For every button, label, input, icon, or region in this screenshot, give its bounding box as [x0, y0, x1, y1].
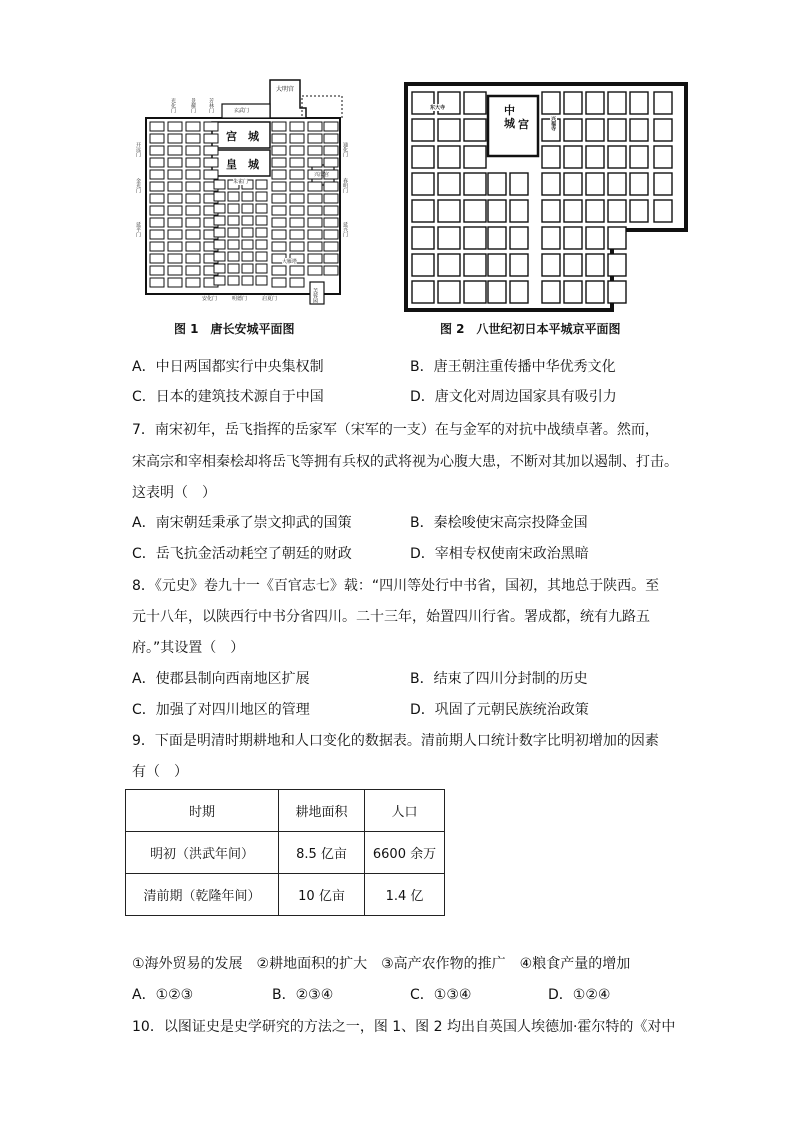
city-block [256, 240, 267, 249]
city-block [290, 206, 304, 215]
city-block [272, 194, 286, 203]
city-block [564, 146, 582, 168]
city-block [186, 146, 200, 155]
changan-city-map [130, 70, 352, 310]
city-block [608, 200, 626, 222]
q9-data-table [125, 789, 445, 916]
city-block [272, 158, 286, 167]
city-block [186, 122, 200, 131]
city-block [608, 254, 626, 276]
city-block [290, 278, 304, 287]
city-block [272, 206, 286, 215]
city-block [586, 119, 604, 141]
table-header-cell: 人口 [365, 790, 445, 832]
city-block [242, 264, 253, 273]
city-block [186, 170, 200, 179]
city-block [308, 182, 322, 191]
city-block [324, 194, 338, 203]
city-block [290, 194, 304, 203]
fig1-label-yanpingmen: 延平门 [135, 222, 141, 237]
table-cell: 1.4 亿 [365, 874, 445, 916]
q6-option-d: D．唐文化对周边国家具有吸引力 [410, 389, 617, 405]
city-block [464, 227, 486, 249]
city-block [168, 182, 182, 191]
city-block [242, 228, 253, 237]
q7-option-b: B．秦桧唆使宋高宗投降金国 [410, 515, 588, 531]
heijokyo-map [404, 82, 688, 312]
city-block [168, 266, 182, 275]
city-block [214, 192, 225, 201]
city-block [630, 146, 648, 168]
city-block [168, 146, 182, 155]
q9-option-c: C．①③④ [410, 987, 472, 1003]
city-block [324, 218, 338, 227]
city-block [510, 173, 528, 195]
city-block [290, 134, 304, 143]
table-row [126, 874, 445, 916]
city-block [290, 218, 304, 227]
city-block [272, 122, 286, 131]
city-block [228, 204, 239, 213]
city-block [438, 281, 460, 303]
city-block [412, 254, 434, 276]
city-block [654, 146, 672, 168]
city-block [608, 281, 626, 303]
city-block [168, 158, 182, 167]
city-block [228, 192, 239, 201]
q7-stem-line3: 这表明（ ） [132, 485, 216, 501]
city-block [256, 264, 267, 273]
city-block [412, 119, 434, 141]
fig1-label-guanghuamen: 光化门 [170, 98, 176, 113]
q9-option-d: D．①②④ [548, 987, 611, 1003]
city-block [168, 206, 182, 215]
city-block [214, 180, 225, 189]
q7-option-c: C．岳飞抗金活动耗空了朝廷的财政 [132, 546, 352, 562]
city-block [150, 158, 164, 167]
city-block [214, 276, 225, 285]
q8-stem-line1: 8．《元史》卷九十一《百官志七》载：“四川等处行中书省，国初，其地总于陕西。至 [132, 578, 660, 594]
q6-option-c: C．日本的建筑技术源自于中国 [132, 389, 324, 405]
city-block [488, 200, 506, 222]
city-block [228, 240, 239, 249]
fig1-label-xuanwumen: 玄武门 [234, 108, 250, 114]
city-block [290, 182, 304, 191]
city-block [272, 218, 286, 227]
city-block [256, 204, 267, 213]
fig1-label-fanglinmen: 芳林门 [208, 98, 214, 113]
q9-items: ①海外贸易的发展 ②耕地面积的扩大 ③高产农作物的推广 ④粮食产量的增加 [132, 956, 631, 972]
fig2-label-small1: 东大寺 [430, 105, 446, 111]
city-block [464, 92, 486, 114]
city-block [586, 200, 604, 222]
q9-stem-line1: 9．下面是明清时期耕地和人口变化的数据表。清前期人口统计数字比明初增加的因素 [132, 733, 659, 749]
city-block [150, 278, 164, 287]
fig1-label-furongyuan: 芙蓉园 [312, 288, 318, 303]
city-block [214, 228, 225, 237]
city-block [186, 218, 200, 227]
q8-option-c: C．加强了对四川地区的管理 [132, 702, 310, 718]
city-block [256, 252, 267, 261]
city-block [510, 200, 528, 222]
city-block [608, 173, 626, 195]
fig1-label-kaiyuanmen: 开远门 [135, 142, 141, 157]
city-block [308, 266, 322, 275]
q9-stem-line2: 有（ ） [132, 764, 188, 780]
city-block [324, 266, 338, 275]
city-block [168, 230, 182, 239]
fig1-label-jingyaomen: 景耀门 [190, 98, 196, 113]
city-block [150, 194, 164, 203]
city-block [438, 119, 460, 141]
city-block [464, 254, 486, 276]
fig1-label-chunmingmen: 春明门 [342, 178, 348, 193]
city-block [168, 170, 182, 179]
city-block [242, 204, 253, 213]
city-block [564, 173, 582, 195]
q7-stem-line1: 7．南宋初年，岳飞指挥的岳家军（宋军的一支）在与金军的对抗中战绩卓著。然而， [132, 422, 659, 438]
q9-option-b: B．②③④ [272, 987, 334, 1003]
city-block [586, 92, 604, 114]
fig1-label-xingqinggong: 兴庆宫 [314, 172, 330, 178]
city-block [242, 276, 253, 285]
city-block [630, 119, 648, 141]
city-block [228, 276, 239, 285]
city-block [630, 92, 648, 114]
fig1-label-anhuamen: 安化门 [202, 296, 218, 302]
city-block [186, 206, 200, 215]
city-block [586, 254, 604, 276]
city-block [186, 182, 200, 191]
table-cell: 8.5 亿亩 [279, 832, 365, 874]
city-block [542, 173, 560, 195]
city-block [186, 242, 200, 251]
fig1-label-tonghuamen: 通化门 [342, 142, 348, 157]
city-block [438, 254, 460, 276]
city-block [324, 230, 338, 239]
fig1-label-huangcheng: 皇 城 [226, 158, 259, 171]
city-block [186, 266, 200, 275]
city-block [542, 146, 560, 168]
city-block [510, 281, 528, 303]
city-block [542, 200, 560, 222]
city-block [290, 242, 304, 251]
city-block [290, 170, 304, 179]
city-block [564, 119, 582, 141]
city-block [228, 264, 239, 273]
city-block [186, 134, 200, 143]
fig2-label-zhongcheng: 中 城 [504, 104, 515, 130]
city-block [488, 281, 506, 303]
city-block [488, 173, 506, 195]
city-block [150, 170, 164, 179]
city-block [464, 281, 486, 303]
city-block [510, 227, 528, 249]
city-block [324, 206, 338, 215]
city-block [186, 254, 200, 263]
city-block [150, 242, 164, 251]
fig1-label-jinguangmen: 金光门 [135, 178, 141, 193]
q9-option-a: A．①②③ [132, 987, 194, 1003]
table-header-row [126, 790, 445, 832]
city-block [324, 242, 338, 251]
q8-stem-line2: 元十八年，以陕西行中书分省四川。二十三年，始置四川行省。署成都，统有九路五 [132, 609, 650, 625]
city-block [324, 182, 338, 191]
table-cell: 清前期（乾隆年间） [126, 874, 279, 916]
city-block [290, 266, 304, 275]
fig2-label-small2: 兴福寺 [550, 116, 556, 131]
city-block [186, 194, 200, 203]
fig1-label-mingdemen: 明德门 [232, 296, 248, 302]
city-block [168, 194, 182, 203]
q7-stem-line2: 宋高宗和宰相秦桧却将岳飞等拥有兵权的武将视为心腹大患，不断对其加以遏制、打击。 [132, 454, 678, 470]
city-block [308, 206, 322, 215]
city-block [186, 278, 200, 287]
figure-1 [130, 70, 352, 310]
fig1-label-daminggong: 大明宫 [276, 86, 295, 93]
city-block [542, 92, 560, 114]
city-block [412, 173, 434, 195]
city-block [204, 170, 218, 179]
city-block [256, 192, 267, 201]
city-block [150, 182, 164, 191]
city-block [290, 146, 304, 155]
city-block [608, 146, 626, 168]
city-block [228, 216, 239, 225]
city-block [168, 218, 182, 227]
city-block [542, 281, 560, 303]
fig1-label-yanxingmen: 延兴门 [342, 222, 348, 237]
city-block [150, 254, 164, 263]
city-block [608, 227, 626, 249]
city-block [290, 158, 304, 167]
city-block [564, 254, 582, 276]
city-block [168, 242, 182, 251]
figure-2 [404, 82, 688, 312]
city-block [308, 158, 322, 167]
city-block [308, 254, 322, 263]
city-block [228, 228, 239, 237]
city-block [256, 216, 267, 225]
city-block [654, 92, 672, 114]
table-header-cell: 耕地面积 [279, 790, 365, 832]
q8-option-b: B．结束了四川分封制的历史 [410, 671, 588, 687]
table-row [126, 832, 445, 874]
city-block [542, 227, 560, 249]
fig1-label-zhuquemen: 朱雀门 [233, 179, 249, 185]
city-block [256, 180, 267, 189]
table-cell: 明初（洪武年间） [126, 832, 279, 874]
city-block [168, 278, 182, 287]
q7-option-d: D．宰相专权使南宋政治黑暗 [410, 546, 589, 562]
city-block [290, 230, 304, 239]
city-block [228, 252, 239, 261]
city-block [290, 122, 304, 131]
q7-option-a: A．南宋朝廷秉承了崇文抑武的国策 [132, 515, 352, 531]
city-block [308, 194, 322, 203]
city-block [564, 281, 582, 303]
city-block [214, 240, 225, 249]
city-block [438, 173, 460, 195]
city-block [464, 173, 486, 195]
city-block [564, 227, 582, 249]
city-block [150, 146, 164, 155]
city-block [308, 122, 322, 131]
city-block [586, 227, 604, 249]
city-block [150, 122, 164, 131]
city-block [204, 134, 218, 143]
city-block [586, 173, 604, 195]
city-block [186, 158, 200, 167]
city-block [324, 158, 338, 167]
fig1-label-gongcheng: 宫 城 [226, 130, 259, 143]
city-block [186, 230, 200, 239]
city-block [308, 242, 322, 251]
city-block [204, 146, 218, 155]
city-block [242, 192, 253, 201]
city-block [586, 146, 604, 168]
city-block [272, 266, 286, 275]
q8-stem-line3: 府。”其设置（ ） [132, 640, 245, 656]
city-block [272, 146, 286, 155]
table-cell: 6600 余万 [365, 832, 445, 874]
city-block [608, 92, 626, 114]
city-block [272, 134, 286, 143]
table-cell: 10 亿亩 [279, 874, 365, 916]
city-block [272, 230, 286, 239]
fig1-label-qixiamen: 启夏门 [262, 296, 278, 302]
city-block [438, 146, 460, 168]
city-block [242, 216, 253, 225]
city-block [308, 218, 322, 227]
q6-option-b: B．唐王朝注重传播中华优秀文化 [410, 359, 616, 375]
q8-option-d: D．巩固了元朝民族统治政策 [410, 702, 589, 718]
fig1-label-dayanta: 大雁塔 [282, 259, 298, 265]
city-block [412, 227, 434, 249]
city-block [654, 173, 672, 195]
city-block [214, 216, 225, 225]
city-block [272, 278, 286, 287]
q6-option-a: A．中日两国都实行中央集权制 [132, 359, 324, 375]
city-block [324, 134, 338, 143]
city-block [608, 119, 626, 141]
city-block [308, 134, 322, 143]
city-block [324, 122, 338, 131]
city-block [412, 281, 434, 303]
city-block [272, 182, 286, 191]
city-block [204, 122, 218, 131]
city-block [272, 170, 286, 179]
city-block [150, 206, 164, 215]
city-block [412, 200, 434, 222]
city-block [150, 230, 164, 239]
city-block [438, 227, 460, 249]
city-block [214, 204, 225, 213]
city-block [464, 146, 486, 168]
city-block [150, 266, 164, 275]
city-block [510, 254, 528, 276]
fig2-label-gong: 宫 [518, 118, 529, 131]
q10-stem-line1: 10．以图证史是史学研究的方法之一，图 1、图 2 均出自英国人埃德加·霍尔特的《对中 [132, 1019, 676, 1035]
city-block [150, 134, 164, 143]
city-block [256, 228, 267, 237]
city-block [324, 146, 338, 155]
fig2-caption: 图 2 八世纪初日本平城京平面图 [440, 322, 621, 336]
city-block [464, 119, 486, 141]
city-block [654, 200, 672, 222]
fig1-caption: 图 1 唐长安城平面图 [174, 322, 295, 336]
city-block [242, 252, 253, 261]
city-block [272, 242, 286, 251]
city-block [204, 158, 218, 167]
city-block [168, 122, 182, 131]
city-block [412, 146, 434, 168]
city-block [308, 146, 322, 155]
city-block [256, 276, 267, 285]
city-block [464, 200, 486, 222]
city-block [168, 254, 182, 263]
city-block [542, 254, 560, 276]
q8-option-a: A．使郡县制向西南地区扩展 [132, 671, 310, 687]
city-block [214, 264, 225, 273]
city-block [168, 134, 182, 143]
city-block [308, 230, 322, 239]
city-block [564, 200, 582, 222]
city-block [214, 252, 225, 261]
city-block [654, 119, 672, 141]
table-header-cell: 时期 [126, 790, 279, 832]
city-block [488, 254, 506, 276]
city-block [630, 173, 648, 195]
city-block [630, 200, 648, 222]
city-block [150, 218, 164, 227]
city-block [438, 200, 460, 222]
city-block [242, 240, 253, 249]
city-block [564, 92, 582, 114]
city-block [324, 254, 338, 263]
city-block [488, 227, 506, 249]
city-block [586, 281, 604, 303]
